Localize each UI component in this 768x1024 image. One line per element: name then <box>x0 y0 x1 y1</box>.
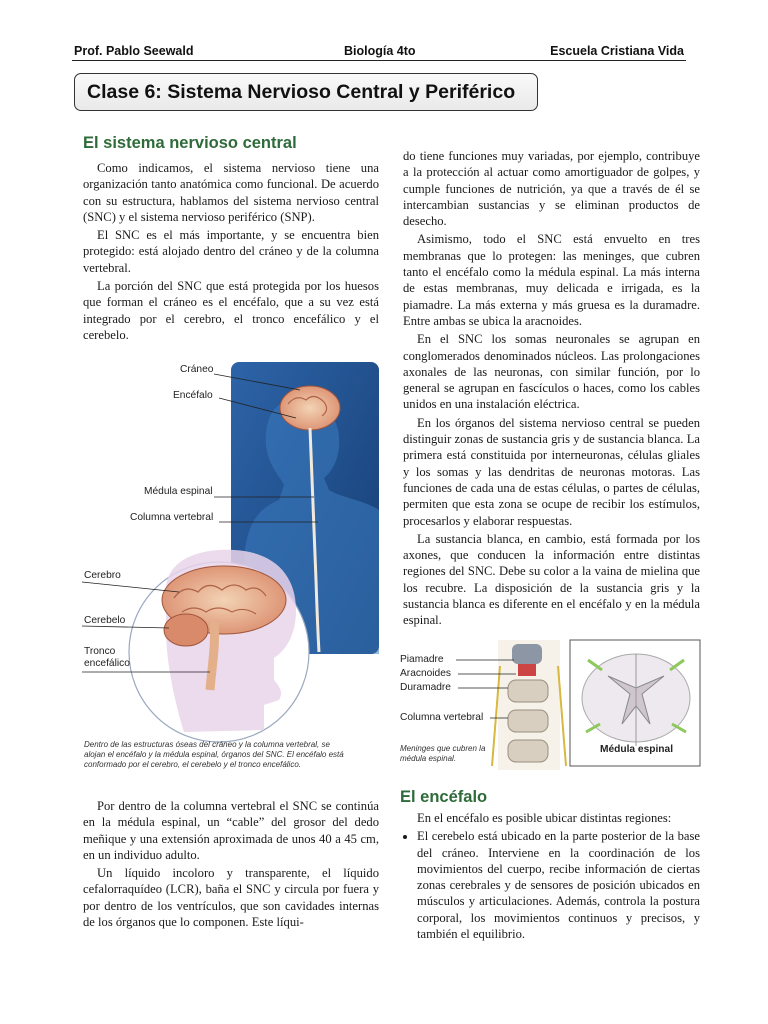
label-columna-vertebral: Columna vertebral <box>400 712 484 723</box>
left-column-bottom <box>83 798 379 932</box>
right-column-bottom <box>403 810 700 942</box>
label-tronco-2: encefálico <box>84 658 130 669</box>
label-encefalo: Encéfalo <box>173 390 213 401</box>
region-list <box>403 828 700 942</box>
label-piamadre: Piamadre <box>400 654 444 665</box>
title-box <box>74 73 538 111</box>
label-columna: Columna vertebral <box>130 512 214 523</box>
left-column-top <box>83 160 379 345</box>
figure-snc <box>74 360 384 780</box>
label-cerebro: Cerebro <box>84 570 121 581</box>
label-medula: Médula espinal <box>144 486 213 497</box>
figure-caption: Dentro de las estructuras óseas del cráneo y la columna vertebral, se alojan el encéfalo y la médula espinal, órganos del SNC. El encéfalo está conformado por el cerebro, el cerebelo y el tronco encefálico. <box>84 740 344 769</box>
paragraph: Asimismo, todo el SNC está envuelto en tres membranas que lo protegen: las meninges, que cubren tanto el encéfalo como la médula espinal. La más interna de estas membranas, muy delicada e irrigada, es la piamadre. La más externa y más gruesa es la duramadre. Entre ambas se ubica la aracnoides. <box>403 232 700 328</box>
section-heading-snc: El sistema nervioso central <box>83 134 297 152</box>
paragraph: En los órganos del sistema nervioso central se pueden distinguir zonas de sustancia gris y de sustancia blanca. La primera está constituida por interneuronas, células gliales y los somas y las dendritas de neuronas motoras. Las funciones de cada una de estas células, o partes de células, permiten que esta zona se ocupe de recibir los estímulos, procesarlos y elaborar respuestas. <box>403 415 700 528</box>
page-title: Clase 6: Sistema Nervioso Central y Periférico <box>87 81 516 103</box>
header-subject: Biología 4to <box>344 44 416 58</box>
label-medula-espinal: Médula espinal <box>600 744 674 755</box>
paragraph: Por dentro de la columna vertebral el SNC se continúa en la médula espinal, un “cable” del grosor del dedo meñique y una extensión aproximada de unos 40 a 45 cm, en un individuo adulto. <box>83 799 379 862</box>
figure-meninges <box>400 636 704 776</box>
label-tronco-1: Tronco <box>84 646 116 657</box>
page-header <box>72 44 686 61</box>
section-heading-encefalo: El encéfalo <box>400 788 488 806</box>
figure-caption: Meninges que cubren la médula espinal. <box>400 744 486 763</box>
right-column-top <box>403 148 700 631</box>
paragraph: do tiene funciones muy variadas, por ejemplo, contribuye a la protección al actuar como amortiguador de golpes, y cumple funciones de nutrición, ya que a través de él se intercambian sustancias y se eliminan productos de desecho. <box>403 149 700 229</box>
header-school: Escuela Cristiana Vida <box>550 44 684 58</box>
label-craneo: Cráneo <box>180 364 214 375</box>
label-aracnoides: Aracnoides <box>400 668 451 679</box>
paragraph: La sustancia blanca, en cambio, está formada por los axones, que conducen la información entre distintas regiones del SNC. Debe su color a la vaina de mielina que los recubre. La disposición de la sustancia gris y la sustancia blanca es diferente en el encéfalo y en la médula espinal. <box>403 531 700 628</box>
paragraph: La porción del SNC que está protegida por los huesos que forman el cráneo es el encéfalo, que a su vez está integrado por el cerebro, el tronco encefálico y el cerebelo. <box>83 279 379 342</box>
paragraph: Como indicamos, el sistema nervioso tiene una organización tanto anatómica como funcional. De acuerdo con su estructura, hablamos del sistema nervioso central (SNC) y el sistema nervioso periférico (SNP). <box>83 161 379 224</box>
paragraph: En el SNC los somas neuronales se agrupan en conglomerados denominados núcleos. Las prolongaciones axonales de las neuronas, con similar función, por lo general se agrupan en fascículos o haces, como los cables unidos en una instalación eléctrica. <box>403 332 700 412</box>
paragraph: Un líquido incoloro y transparente, el líquido cefalorraquídeo (LCR), baña el SNC y circula por fuera y por dentro de los ventrículos, que son cavidades internas de los órganos que lo componen. Este líqui- <box>83 866 379 930</box>
paragraph: En el encéfalo es posible ubicar distintas regiones: <box>417 811 672 825</box>
label-cerebelo: Cerebelo <box>84 615 126 626</box>
list-item: • El cerebelo está ubicado en la parte posterior de la base del cráneo. Interviene en la coordinación de los movimientos del cuerpo, recibe información de ciertas zonas cerebrales y de sensores de posición ubicados en músculos y articulaciones. Además, controla la postura corporal, los movimientos continuos y precisos, y también el equilibrio. <box>417 828 700 942</box>
header-teacher: Prof. Pablo Seewald <box>74 44 194 58</box>
paragraph: El SNC es el más importante, y se encuentra bien protegido: está alojado dentro del cráneo y de la columna vertebral. <box>83 228 379 275</box>
label-duramadre: Duramadre <box>400 682 451 693</box>
